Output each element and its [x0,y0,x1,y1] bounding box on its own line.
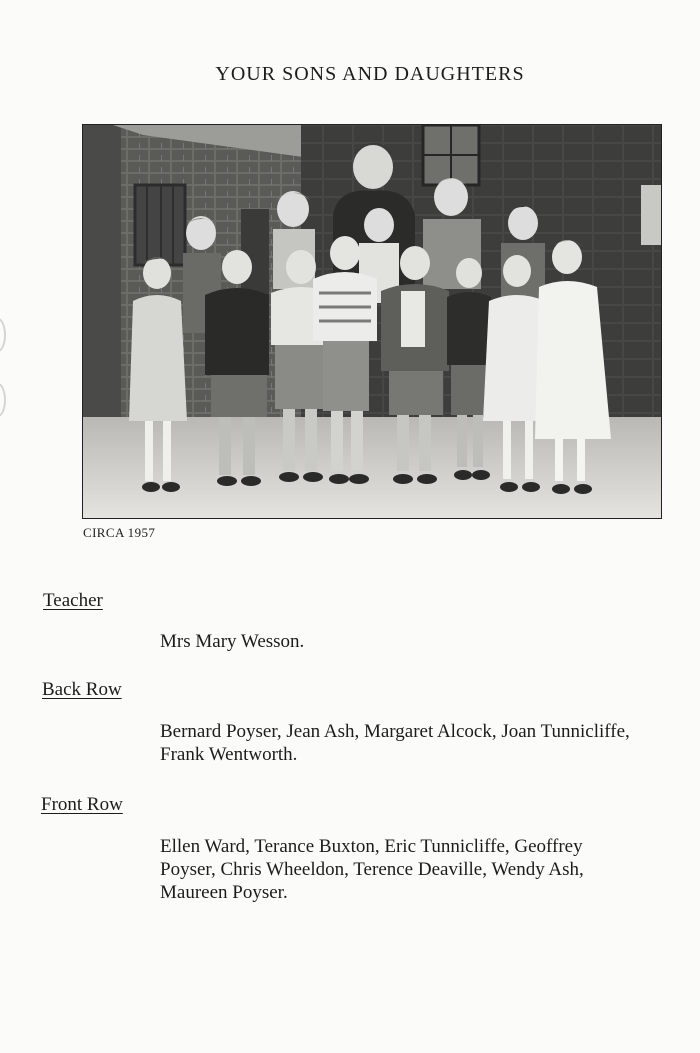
photo-caption: CIRCA 1957 [83,525,156,540]
names-line: Poyser, Chris Wheeldon, Terence Deaville, Wendy Ash, [160,859,584,880]
class-photograph [82,124,662,519]
back-row-names [160,720,630,766]
names-line: Ellen Ward, Terance Buxton, Eric Tunnicliffe, Geoffrey [160,836,583,857]
teacher-heading: Teacher [43,590,103,611]
page-edge-mark [0,318,6,352]
page-edge-mark [0,383,6,417]
front-row-names [160,835,584,904]
names-line: Bernard Poyser, Jean Ash, Margaret Alcock, Joan Tunnicliffe, [160,721,630,742]
teacher-names [160,630,304,653]
names-line: Frank Wentworth. [160,744,298,765]
back-row-heading: Back Row [42,679,122,700]
names-line: Maureen Poyser. [160,882,288,903]
page-title: YOUR SONS AND DAUGHTERS [215,63,525,86]
front-row-heading: Front Row [41,794,123,815]
names-line: Mrs Mary Wesson. [160,631,305,652]
class-photo-image [83,125,661,518]
